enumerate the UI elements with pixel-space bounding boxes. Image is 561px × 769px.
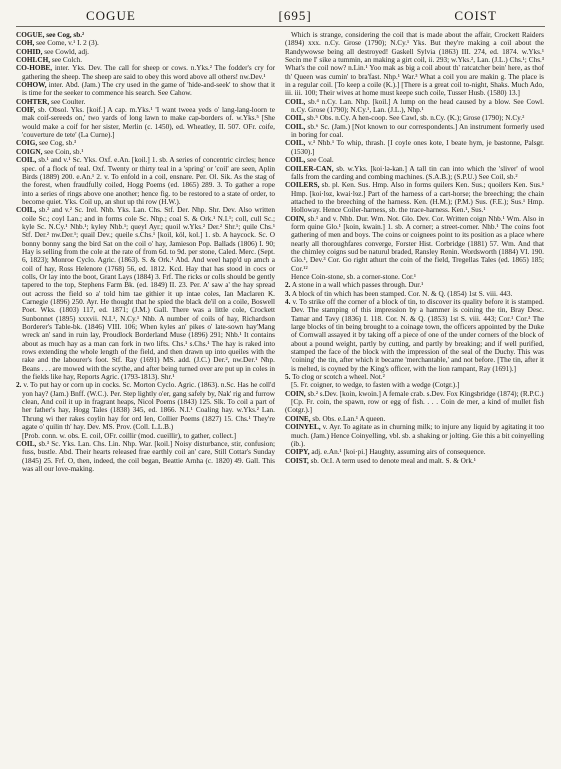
entry-text: see Cog, sb.³ [38,139,77,148]
dictionary-entry [285,123,544,140]
entry-text: [Cp. Fr. coin, the spawn, row or egg of fish. . . . Coin de mer, a kind of mullet fish (Cotgr.).] [285,398,544,415]
dictionary-entry [285,156,544,164]
entry-headword: COIG, [16,139,38,148]
entry-headword: COHID, [16,47,43,56]
entry-text: inter. Abd. (Jam.) The cry used in the game of 'hide-and-seek' to show that it is time for the seeker to commence his search. See Cahow. [22,81,275,98]
dictionary-entry [285,98,544,115]
dictionary-entry [16,156,275,206]
entry-text: sb.⁴ n.Cy. Lan. Nhp. [koil.] A lump on the head caused by a blow. See Cowl. n.Cy. Grose (1790); N.Cy.¹, Lan. (J.L.), Nhp.¹ [291,97,544,115]
entry-text: sb. Or.I. A term used to denote meal and malt. S. & Ork.¹ [310,456,476,465]
dictionary-entry [285,415,544,423]
page-number: [695] [278,8,312,23]
dictionary-entry [285,114,544,122]
dictionary-entry [285,181,544,214]
entry-headword: 2. [285,281,291,290]
dictionary-entry [16,81,275,98]
header-left-guideword: COGUE [86,8,136,23]
entry-text: v.³ Nhb.¹ To whip, thrash. [I coyle ones kote, I beate hym, je bastonne, Palsgr. (1530).] [291,139,544,156]
entry-text: sb.⁶ Sc. (Jam.) [Not known to our correspondents.] An instrument formerly used in boring for coal. [291,122,544,140]
dictionary-entry [16,39,275,47]
dictionary-entry [285,298,544,373]
entry-text: sb.³ Sc. Yks. Lan. Chs. Lin. Nhp. War. [koil.] Noisy disturbance, stir, confusion; fuss, bustle. Abd. Their hearts released frae earthly coil an' care, Still Cottar's Sunday (1845) 25. Frf. O, then, indeed, the coil began, Beattie Arnha (c. 1820) 49. Gall. This was all our love-making. [22,439,275,473]
entry-headword: COIL, [16,439,37,448]
entry-headword: COINE, [285,414,311,423]
entry-text: sb.⁵ Obs. n.Cy. A hen-coop. See Cawl, sb. n.Cy. (K.); Grose (1790); N.Cy.² [307,114,525,123]
entry-headword: COILER-CAN, [285,164,334,173]
entry-headword: COHLCH, [16,56,51,65]
left-column [16,31,275,764]
dictionary-entry [16,148,275,156]
entry-text: sb. Obsol. Yks. [koif.] A cap. m.Yks.¹ 'I want tweea yeds o' lang-lang-loorn te mak coif-sereeds on,' two yards of long lawn to make cap-borders of. w.Yks.⁵ [She would make a coif for her sister, Merlin (c. 1450), ed. Wheatley, II. 507. OFr. coife, 'couverture de tete' (La Curne).] [22,106,275,140]
entry-headword: COGUE, see Cog, sb.² [16,31,85,39]
dictionary-entry [285,139,544,156]
entry-headword: COIL, [285,114,306,123]
dictionary-entry [285,281,544,289]
dictionary-entry [285,215,544,273]
entry-headword: COIPY, [285,448,310,457]
header-right-guideword: COIST [454,8,497,23]
right-column [285,31,544,764]
entry-headword: COIF, [16,106,36,115]
entry-text: v. To put hay or corn up in cocks. Sc. Morton Cyclo. Agric. (1863). n.Sc. Has he coll'd yon hay? (Jam.) Bnff. (W.C.). Per. Step lightly o'er, gang safely by, Nak' rig and furrow clean, And coil it up in fragrant heaps, Nicol Poems (1843) 125. Slk. To coil a part of her father's hay, Hogg Tales (1838) 345, ed. 1866. N.I.¹ Coaling hay. w.Yks.² Lan. Thrung wi ther rakes coylin hay for ord Ien, Collier Poems (1827) 15. Chs.¹ They're agate o' quilin th' hay. Dev. MS. Prov. (Coll. L.L.B.) [22,381,275,432]
entry-headword: COIN, [285,389,306,398]
entry-headword: COIL, [16,156,37,165]
dictionary-entry [16,56,275,64]
entry-text: sb.¹ and v.¹ Sc. Yks. Oxf. e.An. [koil.] 1. sb. A series of concentric circles; hence spec. of a flock of teal. Oxf. Twenty or thirty teal in a 'spring' or 'coil' are seen, Aplin Birds (1889) 200. e.An.¹ 2. v. To enfold in a coil, ensnare. Per. Ol. Sik. As the stag of the forest, when fraudfully coiled, Hogg Poems (ed. 1865) 289. 3. To gather a rope into a series of rings above one another; hence fig. to be restored to a state of order, to become quiet. Yks. Coil up, an shut up thi row (H.W.). [22,156,275,206]
entry-text: see Coal. [307,156,334,165]
entry-text: see Come, v.¹ I. 2 (3). [36,39,99,48]
dictionary-entry [285,448,544,456]
dictionary-entry [285,423,544,448]
entry-headword: COIL, [285,139,306,148]
entry-headword: COIGN, [16,147,43,156]
page-header [16,8,545,24]
dictionary-entry [285,381,544,389]
entry-headword: 2. [16,381,22,390]
entry-headword: COIL, [16,206,37,215]
entry-text: sb. w.Yks. [koi·lə-kan.] A tall tin can into which the 'sliver' of wool falls from the carding and combing machines. (S.A.B.); (S.P.U.) See Coil, sb.² [291,164,544,181]
dictionary-entry [16,206,275,381]
entry-text: see Coulter. [51,97,86,106]
header-rule [16,26,545,27]
dictionary-entry [16,381,275,431]
entry-headword: 3. [285,289,291,298]
entry-headword: COIL, [285,97,306,106]
dictionary-entry [285,31,544,98]
dictionary-entry [285,457,544,465]
dictionary-entry [285,398,544,415]
dictionary-entry [285,273,544,281]
entry-text: sb. pl. Ken. Sus. Hmp. Also in forms quilers Ken. Sus.; quoilers Ken. Sus.¹ Hmp. [koi·lɘz, kwai·lɘz.] Part of the harness of a cart-horse; the breeching; the chain attached to the breeching of the harness. Ken. (H.M.); (P.M.) Sus. (F.E.); Sus.¹ Hmp. Holloway. Hence Coiler-harness, sb. the trace-harness. Ken.¹, Sus.¹ [291,181,544,215]
entry-text: Hence Coin-stone, sb. a corner-stone. Cor.¹ [291,272,417,281]
entry-text: Which is strange, considering the coil that is made about the affair, Crockett Raiders (1894) xxx. n.Cy. Grose (1790); N.Cy.¹ Yks. But they're making a coil about the Randywowse being all destroyed! Gaskell Sylvia (1863) III. 274, ed. 1874. w.Yks.¹ Secin me I' sike a tummin, an making a girt coil, ii. 293; w.Yks.², Lan. (J.L.) Chs.¹; Chs.³ What's the coil now? n.Lin.¹ Yoo mak as big a coil about th' ratcatcher bein' here, as thof th' Queen was cumin' to bra'fast. Nhp.¹ War.³ What a coil you are makin g. The place is in a regular coil. [To keep a coile (K.).] [There is a great coil to-night, Shaks. Much Ado, iii. iii. 100; Their wives at home must keepe such coile, Tusser Husb. (1580) 13.] [285,31,544,98]
entry-headword: COHTER, [16,97,50,106]
entry-headword: COHOW, [16,81,47,90]
text-columns [16,31,545,764]
entry-text: [5. Fr. coigner, to wedge, to fasten with a wedge (Cotgr.).] [291,381,460,390]
entry-headword: 5. [285,373,291,382]
dictionary-entry [16,432,275,440]
entry-text: A stone in a wall which passes through. Dur.¹ [291,281,424,290]
entry-headword: COIL, [285,122,306,131]
entry-text: To clog or scotch a wheel. Not.² [292,373,385,382]
entry-text: [Prob. conn. w. obs. E. coil, OFr. coillir (mod. cueillir), to gather, collect.] [22,431,237,440]
dictionary-entry [16,31,275,39]
dictionary-entry [16,106,275,139]
dictionary-entry [285,290,544,298]
entry-text: v. To strike off the corner of a block of tin, to discover its quality before it is stamped. Dev. The stamping of this impression by a hammer is coining the tin, Bray Desc. Tamar and Tavy (1836) I. 118. Cor. N. & Q. (1853) 1st S. viii. 443; Cor.¹ Cor.³ The large blocks of tin being brought to a coinage town, the officers appointed by the Duke of Cornwall assayed it by taking off a piece of one of the under corners of the block of about a pound weight, partly by cutting, and partly by breaking; and if well purified, stamped the face of the block with the impression of the seal of the Duchy. This was 'coining' the tin, after which it became 'merchantable,' and not before. [The tin, after it is melted, is coyned by the King's officer, with the lion rampant, Ray (1691).] [291,298,544,373]
dictionary-entry [285,373,544,381]
entry-text: see Coin, sb.¹ [44,147,84,156]
entry-headword: CO-HOBE, [16,64,53,73]
entry-text: sb.² s.Dev. [koin, kwoin.] A female crab. s.Dev. Fox Kingsbridge (1874); (R.P.C.) [307,389,544,398]
entry-headword: COIL, [285,156,306,165]
dictionary-entry [16,64,275,81]
entry-headword: 4. [285,298,291,306]
entry-text: adj. e.An.¹ [koi·pi.] Haughty, assuming airs of consequence. [311,448,486,457]
entry-text: see Colch. [51,56,83,65]
entry-headword: COINYEL, [285,423,321,432]
entry-headword: COH, [16,39,35,48]
dictionary-entry [16,98,275,106]
entry-headword: COIST, [285,456,309,465]
entry-text: A block of tin which has been stamped. Cor. N. & Q. (1854) 1st S. viii. 443. [291,289,513,298]
entry-text: sb.¹ and v. Nhb. Dur. Wm. Not. Glo. Dev. Cor. Written coign Nhb.¹ Wm. Also in form quine Glo.¹ [koin, kwain.] 1. sb. A corner; a street-corner. Nhb.¹ The coins foot gathering of men and boys. The coins or coignees point to its position as a place where nearly all thoroughfares converge, Forster Hist. Corbridge (1881) 57. Wm. And that the chimley coigns sud be naturul braded, Ransley Renin. Wordsworth (1884) VI. 190. Glo.¹, Dev.³ Cor. Go right athurt the coin of the field, Tregellas Tales (ed. 1865) 185; Cor.¹² [291,214,544,273]
dictionary-entry [285,390,544,398]
entry-text: sb.² and v.² Sc. Irel. Nhb. Yks. Lan. Chs. Stf. Der. Nhp. Shr. Dev. Also written coile Sc.; coyl Lan.; and in forms cole Sc. Nhp.; coal S. & Ork.¹ N.I.¹; coll, cull Sc.; kyle Sc. N.Cy.¹ Nhb.¹; kyley Nhb.¹; queyl Ayr.; quoil w.Yks.² Der.² Shr.¹; quile Chs.¹ Stf. Der.² nw.Der.¹; quail Dev.; queile s.Chs.¹ [koil, köl, kol.] 1. sb. A haycock. Sc. O bonny bonny sang the bird Sat on the coil o' hay, Jamieson Pop. Ballads (1806) I. 90; Hay is selling from the cole at the rate of from 6d. to 9d. per stone, Caled. Merc. (Sept. 6, 1823); Monroe Cyclo. Agric. (1863). S. & Ork.¹ Abd. And weel happ'd up amch a coil of hay, Ross Helenore (1768) 56, ed. 1812. Kcd. Hay that has stood in cocs or colls, Or lay into the boot, Grant Lays (1884) 3. Frf. The ricks or colls should be gently tapered to the top, Stephens Farm Bk. (ed. 1849) II. 23. Per. A' saw a' the hay spread out across the field so a' told him tae githier it up intae coles, Ian Maclaren K. Carnegie (1896) 250. Ayr. He thought that he spied the black de'il on a coile, Boswell Poet. Wks. (1803) 117, ed. 1871; (J.M.) Gall. There was a little cole, Crockett Sunbonnet (1895) xxxvii. N.I.¹, N.Cy.¹ Nhb. A number of coils of hay, Richardson Borderer's Table-bk. (1846) VIII. 106; When kyles an' pikes o' late-sown hay'Mang wreck an' sand in ruin lay, Proudlock Borderland Muse (1896) 291; Nhb.¹ It contains about as much hay as a man can fork in two lifts. Chs.¹ s.Chs.¹ The hay is raked into rows extending the whole length of the field, and then drawn up into queiles with the rake and the labourer's foot. Stf. Ray (1691) MS. add. (J.C.) Der.², nw.Der.¹ Nhp. Beans . . . are mowed with the scythe, and after being turned over are put up in coles in the fields like hay, Reports Agric. (1793-1813). Shr.¹ [22,206,275,382]
entry-headword: COILERS, [285,181,320,190]
entry-text: inter. Yks. Dev. The call for sheep or cows. n.Yks.² The fodder's cry for gathering the sheep. The sheep are said to obey this word above all others! nw.Dev.¹ [22,64,275,81]
entry-text: see Cowld, adj. [44,47,89,56]
entry-text: sb. Obs. e.Lan.¹ A queen. [312,414,386,423]
dictionary-entry [16,440,275,473]
entry-headword: COIN, [285,214,306,223]
dictionary-entry [16,48,275,56]
entry-text: v. Ayr. To agitate as in churning milk; to injure any liquid by agitating it too much. (Jam.) Hence Coinyelling, vbl. sb. a shaking or jolting. Gie this a bit coinyelling (ib.). [291,423,544,448]
dictionary-entry [285,165,544,182]
dictionary-entry [16,139,275,147]
